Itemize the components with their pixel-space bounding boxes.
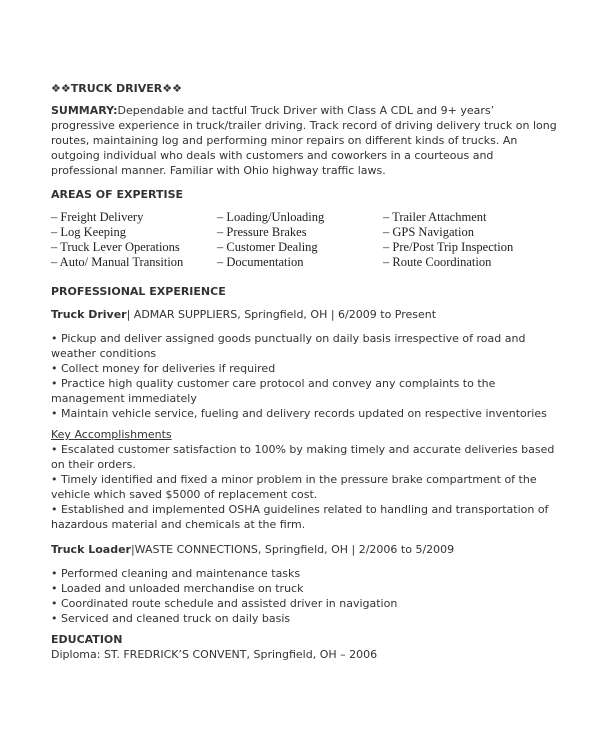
expertise-item: – Pre/Post Trip Inspection [383, 240, 514, 254]
summary-label: SUMMARY: [51, 104, 118, 117]
experience-heading: PROFESSIONAL EXPERIENCE [51, 285, 226, 298]
list-item: • Practice high quality customer care protocol and convey any complaints to the management immediately [51, 377, 496, 405]
expertise-item: – Documentation [217, 255, 304, 269]
resume-title: ❖❖TRUCK DRIVER❖❖ [51, 82, 182, 95]
expertise-item: – Pressure Brakes [217, 225, 307, 239]
list-item: • Collect money for deliveries if required [51, 362, 276, 375]
list-item: • Maintain vehicle service, fueling and delivery records updated on respective inventories [51, 407, 547, 420]
list-item: • Coordinated route schedule and assisted driver in navigation [51, 597, 398, 610]
expertise-column-2 [217, 210, 383, 270]
expertise-heading: AREAS OF EXPERTISE [51, 188, 184, 201]
resume-document [51, 81, 561, 662]
list-item: • Established and implemented OSHA guidelines related to handling and transportation of hazardous material and chemicals at the firm. [51, 503, 549, 531]
list-item: • Loaded and unloaded merchandise on truck [51, 582, 304, 595]
job-duties-list [51, 566, 561, 626]
expertise-item: – Route Coordination [383, 255, 492, 269]
expertise-item: – Auto/ Manual Transition [51, 255, 184, 269]
expertise-item: – Trailer Attachment [383, 210, 487, 224]
expertise-column-1 [51, 210, 217, 270]
education-section [51, 632, 561, 662]
education-heading: EDUCATION [51, 633, 123, 646]
education-entry: Diploma: ST. FREDRICK’S CONVENT, Springfield, OH – 2006 [51, 648, 378, 661]
summary-text: Dependable and tactful Truck Driver with Class A CDL and 9+ years’ progressive experience in truck/trailer driving. Track record of driving delivery truck on long routes, maintaining log and performing minor repairs on different kinds of trucks. An outgoing individual who deals with customers and coworkers in a courteous and professional manner. Familiar with Ohio highway traffic laws. [51, 104, 557, 177]
list-item: • Serviced and cleaned truck on daily basis [51, 612, 291, 625]
expertise-item: – Log Keeping [51, 225, 126, 239]
accomplishments-list [51, 427, 561, 532]
expertise-item: – Loading/Unloading [217, 210, 325, 224]
expertise-grid [51, 210, 561, 270]
job-details: | ADMAR SUPPLIERS, Springfield, OH | 6/2009 to Present [126, 308, 437, 321]
job-details: |WASTE CONNECTIONS, Springfield, OH | 2/2006 to 5/2009 [130, 543, 455, 556]
list-item: • Escalated customer satisfaction to 100% by making timely and accurate deliveries based on their orders. [51, 443, 555, 471]
summary-section [51, 103, 561, 178]
expertise-item: – Customer Dealing [217, 240, 318, 254]
expertise-item: – Truck Lever Operations [51, 240, 180, 254]
list-item: • Pickup and deliver assigned goods punctually on daily basis irrespective of road and weather conditions [51, 332, 526, 360]
expertise-item: – GPS Navigation [383, 225, 474, 239]
job-role: Truck Driver [51, 308, 127, 321]
job-role: Truck Loader [51, 543, 131, 556]
accomplishments-label: Key Accomplishments [51, 428, 172, 441]
job-title-truck-driver [51, 307, 561, 322]
expertise-column-3 [383, 210, 561, 270]
list-item: • Performed cleaning and maintenance tasks [51, 567, 301, 580]
job-duties-list [51, 331, 561, 421]
expertise-item: – Freight Delivery [51, 210, 144, 224]
job-title-truck-loader [51, 542, 561, 557]
list-item: • Timely identified and fixed a minor problem in the pressure brake compartment of the vehicle which saved $5000 of replacement cost. [51, 473, 537, 501]
